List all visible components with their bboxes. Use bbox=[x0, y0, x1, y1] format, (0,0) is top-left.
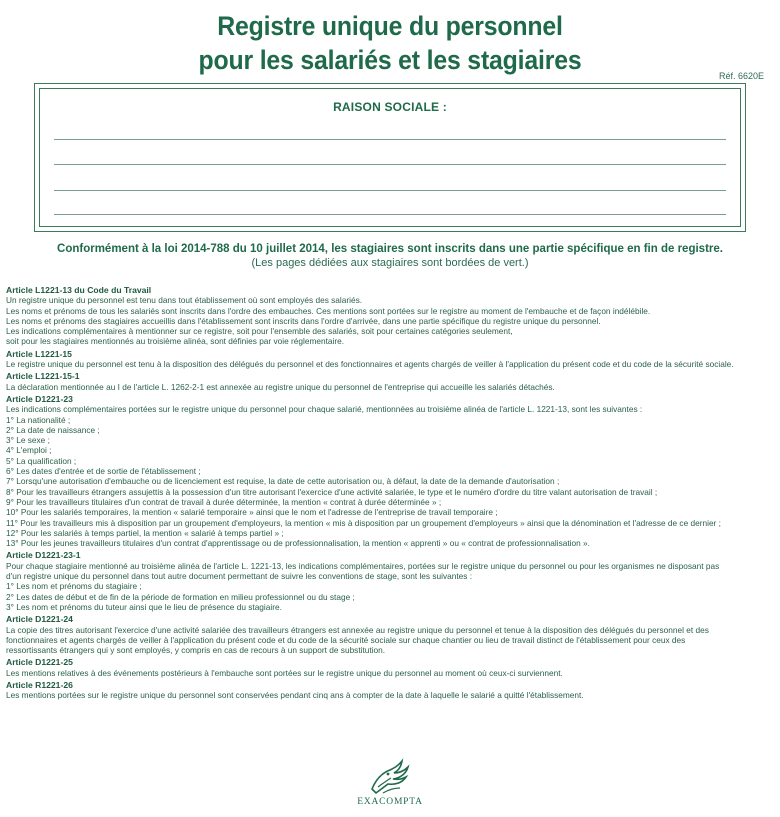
article-text-line: 3° Les nom et prénoms du tuteur ainsi que le lieu de présence du stagiaire. bbox=[6, 601, 282, 612]
exacompta-brand: EXACOMPTA bbox=[357, 797, 423, 807]
stagiaires-note: (Les pages dédiées aux stagiaires sont bordées de vert.) bbox=[251, 257, 529, 269]
article-text-line: 5° La qualification ; bbox=[6, 455, 77, 466]
article-text-line: 10° Pour les salariés temporaires, la mention « salarié temporaire » ainsi que le nom et l'adresse de l'entreprise de travail temporaire ; bbox=[6, 507, 498, 518]
article-heading: Article L1221-15-1 bbox=[6, 371, 80, 382]
article-text-line: 11° Pour les travailleurs mis à disposition par un groupement d'employeurs, la mention « mis à disposition par un groupement d'employeurs » ainsi que la dénomination et l'adresse de ce dernier ; bbox=[6, 517, 721, 528]
article-text-line: Les indications complémentaires portées sur le registre unique du personnel pour chaque salarié, mentionnées au troisième alinéa de l'article L. 1221-13, sont les suivantes : bbox=[6, 404, 643, 415]
article-text-line: 2° Les dates de début et de fin de la période de formation en milieu professionnel ou du stage ; bbox=[6, 591, 355, 602]
exacompta-logo-icon bbox=[364, 757, 416, 797]
article-heading: Article L1221-15 bbox=[6, 348, 72, 359]
article-text-line: La copie des titres autorisant l'exercice d'une activité salariée des travailleurs étrangers est annexée au registre unique du personnel et tenue à la disposition des délégués du personnel et des bbox=[6, 624, 709, 635]
article-text-line: 12° Pour les salariés à temps partiel, la mention « salarié à temps partiel » ; bbox=[6, 527, 284, 538]
article-text-line: soit pour les stagiaires mentionnés au troisième alinéa, sont définies par voie réglementaire. bbox=[6, 336, 345, 347]
article-text-line: 8° Pour les travailleurs étrangers assujettis à la possession d'un titre autorisant l'exercice d'une activité salariée, le type et le numéro d'ordre du titre valant autorisation de travail ; bbox=[6, 486, 658, 497]
title-line-2: pour les salariés et les stagiaires bbox=[198, 45, 582, 75]
raison-sociale-line-3[interactable] bbox=[54, 190, 726, 191]
article-text-line: Les indications complémentaires à mentionner sur ce registre, soit pour l'ensemble des salariés, soit pour certaines catégories seulement, bbox=[6, 326, 513, 337]
article-text-line: fonctionnaires et agents chargés de veiller à l'application du présent code et du code de la sécurité sociale sur chaque chantier ou lieu de travail distinct de l'établissement pour ceux des bbox=[6, 634, 686, 645]
article-text-line: Les noms et prénoms de tous les salariés sont inscrits dans l'ordre des embauches. Ces mentions sont portées sur le registre au moment de l'embauche et de façon indélébile. bbox=[6, 305, 651, 316]
article-heading: Article D1221-23 bbox=[6, 393, 73, 404]
article-heading: Article R1221-26 bbox=[6, 679, 73, 690]
title-line-1: Registre unique du personnel bbox=[217, 11, 563, 41]
raison-sociale-line-1[interactable] bbox=[54, 139, 726, 140]
article-text-line: Pour chaque stagiaire mentionné au troisième alinéa de l'article L. 1221-13, les indications complémentaires, portées sur le registre unique du personnel ou pour les organismes ne disposant pas bbox=[6, 560, 720, 571]
article-text-line: 7° Lorsqu'une autorisation d'embauche ou de licenciement est requise, la date de cette autorisation ou, à défaut, la date de la demande d'autorisation ; bbox=[6, 476, 560, 487]
raison-sociale-box-inner bbox=[39, 88, 741, 227]
article-text-line: Le registre unique du personnel est tenu à la disposition des délégués du personnel et des fonctionnaires et agents chargés de veiller à l'application du présent code et du code de la sécurité sociale. bbox=[6, 359, 734, 370]
article-heading: Article D1221-25 bbox=[6, 657, 73, 668]
article-text-line: ressortissants étrangers qui y sont employés, y compris en cas de recours à un support de substitution. bbox=[6, 645, 386, 656]
article-text-line: 2° La date de naissance ; bbox=[6, 424, 100, 435]
raison-sociale-box bbox=[34, 83, 746, 232]
conformement-statement: Conformément à la loi 2014-788 du 10 juillet 2014, les stagiaires sont inscrits dans une partie spécifique en fin de registre. bbox=[57, 243, 723, 255]
raison-sociale-line-4[interactable] bbox=[54, 214, 726, 215]
article-text-line: d'un registre unique du personnel dans tout autre document permettant de suivre les conventions de stage, sont les suivantes : bbox=[6, 571, 473, 582]
article-text-line: 4° L'emploi ; bbox=[6, 445, 52, 456]
reference-number: Réf. 6620E bbox=[718, 71, 764, 81]
article-text-line: 1° La nationalité ; bbox=[6, 414, 71, 425]
article-text-line: 1° Les nom et prénoms du stagiaire ; bbox=[6, 581, 142, 592]
article-heading: Article D1221-24 bbox=[6, 614, 73, 625]
legal-articles bbox=[6, 285, 776, 701]
article-text-line: Un registre unique du personnel est tenu dans tout établissement où sont employés des salariés. bbox=[6, 295, 363, 306]
page-title bbox=[31, 9, 749, 77]
article-text-line: La déclaration mentionnée au I de l'article L. 1262-2-1 est annexée au registre unique du personnel de l'entreprise qui accueille les salariés détachés. bbox=[6, 381, 555, 392]
raison-sociale-label: RAISON SOCIALE : bbox=[333, 100, 447, 114]
article-text-line: Les mentions relatives à des événements postérieurs à l'embauche sont portées sur le registre unique du personnel au moment où ceux-ci surviennent. bbox=[6, 667, 563, 678]
article-text-line: 9° Pour les travailleurs titulaires d'un contrat de travail à durée déterminée, la mention « contrat à durée déterminée » ; bbox=[6, 496, 442, 507]
exacompta-logo bbox=[352, 757, 428, 815]
article-text-line: Les mentions portées sur le registre unique du personnel sont conservées pendant cinq ans à compter de la date à laquelle le salarié a quitté l'établissement. bbox=[6, 690, 584, 701]
article-text-line: 3° Le sexe ; bbox=[6, 435, 50, 446]
article-text-line: 13° Pour les jeunes travailleurs titulaires d'un contrat d'apprentissage ou de professionnalisation, la mention « apprenti » ou « contrat de professionnalisation ». bbox=[6, 538, 590, 549]
article-text-line: Les noms et prénoms des stagiaires accueillis dans l'établissement sont inscrits dans l'ordre d'arrivée, dans une partie spécifique du registre unique du personnel. bbox=[6, 315, 601, 326]
article-text-line: 6° Les dates d'entrée et de sortie de l'établissement ; bbox=[6, 466, 201, 477]
article-heading: Article L1221-13 du Code du Travail bbox=[6, 285, 152, 295]
raison-sociale-line-2[interactable] bbox=[54, 164, 726, 165]
article-heading: Article D1221-23-1 bbox=[6, 550, 81, 561]
